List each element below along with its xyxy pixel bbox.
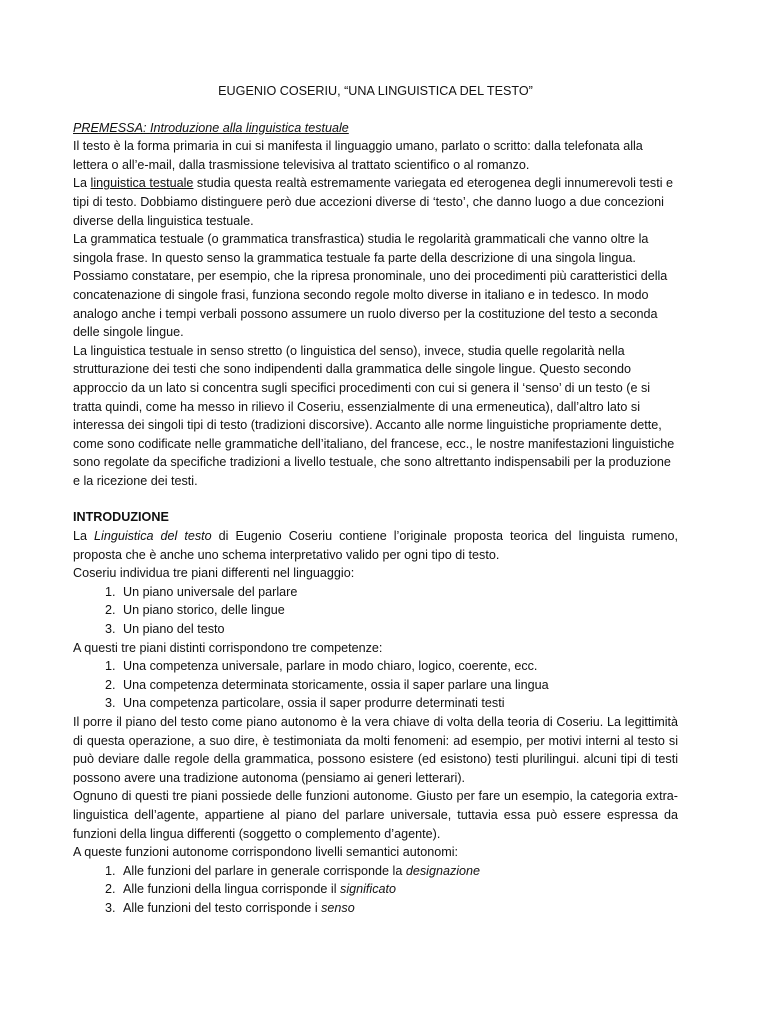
text-span: Alle funzioni del testo corrisponde i <box>123 900 322 915</box>
competenze-list <box>73 657 678 713</box>
text-span: La <box>73 176 91 191</box>
list-item: 3. Un piano del testo <box>119 620 678 639</box>
significato-term: significato <box>340 882 397 897</box>
introduzione-paragraph-5: Ognuno di questi tre piani possiede delle funzioni autonome. Giusto per fare un esempio, la categoria extra-linguistica dell’agente, appartiene al piano del parlare universale, tuttavia essa può essere espressa da funzioni della lingua differenti (soggetto o complemento d’agente). <box>73 789 678 841</box>
text-span: La <box>73 529 95 544</box>
premessa-paragraph-1: Il testo è la forma primaria in cui si manifesta il linguaggio umano, parlato o scritto: dalla telefonata alla lettera o all’e-mail, dalla trasmissione televisiva al trattato scientifico o al romanzo. <box>73 139 643 172</box>
list-item: 3. Una competenza particolare, ossia il saper produrre determinati testi <box>119 694 678 713</box>
text-span: Alle funzioni del parlare in generale corrisponde la <box>123 863 406 878</box>
introduzione-paragraph-6: A queste funzioni autonome corrispondono livelli semantici autonomi: <box>73 845 459 860</box>
premessa-paragraph-3: La grammatica testuale (o grammatica transfrastica) studia le regolarità grammaticali che vanno oltre la singola frase. In questo senso la grammatica testuale fa parte della descrizione di una singola lingua. Possiamo constatare, per esempio, che la ripresa pronominale, uno dei procedimenti più caratteristici della concatenazione di singole frasi, funziona secondo regole molto diverse in italiano e in tedesco. In modo analogo anche i tempi verbali possono assumere un ruolo diverso per la costituzione del testo a seconda delle singole lingue. <box>73 232 668 340</box>
designazione-term: designazione <box>405 863 481 878</box>
list-item: 2. Un piano storico, delle lingue <box>119 601 678 620</box>
list-item: 1. Una competenza universale, parlare in modo chiaro, logico, coerente, ecc. <box>119 657 678 676</box>
introduzione-paragraph-1 <box>73 527 678 564</box>
introduzione-heading: INTRODUZIONE <box>73 510 169 525</box>
list-item: 1. Un piano universale del parlare <box>119 583 678 602</box>
senso-term: senso <box>321 900 355 915</box>
linguistica-del-testo-title: Linguistica del testo <box>94 529 212 544</box>
list-item <box>119 862 678 881</box>
introduzione-paragraph-2: Coseriu individua tre piani differenti nel linguaggio: <box>73 566 355 581</box>
premessa-heading: PREMESSA: Introduzione alla linguistica testuale <box>73 120 349 135</box>
list-item: 2. Una competenza determinata storicamente, ossia il saper parlare una lingua <box>119 676 678 695</box>
list-item <box>119 880 678 899</box>
introduzione-paragraph-4: Il porre il piano del testo come piano autonomo è la vera chiave di volta della teoria di Coseriu. La legittimità di questa operazione, a suo dire, è testimoniata da molti fenomeni: ad esempio, per motivi interni al testo si può deviare dalle regole della grammatica, possono esistere (ed esistono) testi plurilingui. alcuni tipi di testi possono avere una tradizione autonoma (pensiamo ai generi letterari). <box>73 715 678 785</box>
premessa-paragraph-4: La linguistica testuale in senso stretto (o linguistica del senso), invece, studia quelle regolarità nella strutturazione dei testi che sono indipendenti dalla grammatica delle singole lingue. Questo secondo approccio da un lato si concentra sugli specifici procedimenti con cui si genera il ‘senso’ di un testo (e si tratta quindi, come ha messo in rilievo il Coseriu, essenzialmente di una ermeneutica), dall’altro lato si interessa dei singoli tipi di testo (tradizioni discorsive). Accanto alle norme linguistiche propriamente dette, come sono codificate nelle grammatiche dell’italiano, del francese, ecc., le nostre manifestazioni linguistiche sono regolate da specifiche tradizioni a livello testuale, che sono altrettanto indispensabili per la produzione e la ricezione dei testi. <box>73 343 675 488</box>
linguistica-testuale-term: linguistica testuale <box>90 176 194 191</box>
text-span: studia questa realtà estremamente variegata ed eterogenea degli innumerevoli testi e tipi di testo. Dobbiamo distinguere però due accezioni diverse di ‘testo’, che danno luogo a due concezioni diverse della linguistica testuale. <box>73 176 673 228</box>
document-title: EUGENIO COSERIU, “UNA LINGUISTICA DEL TESTO” <box>218 84 533 98</box>
livelli-semantici-list <box>73 862 678 918</box>
list-item <box>119 899 678 918</box>
text-span: Alle funzioni della lingua corrisponde il <box>123 882 341 897</box>
piani-list <box>73 583 678 639</box>
introduzione-paragraph-3: A questi tre piani distinti corrispondono tre competenze: <box>73 640 383 655</box>
text-span: di Eugenio Coseriu contiene l’originale proposta teorica del linguista rumeno, proposta che è anche uno schema interpretativo valido per ogni tipo di testo. <box>73 529 678 562</box>
premessa-paragraph-2 <box>73 174 678 230</box>
